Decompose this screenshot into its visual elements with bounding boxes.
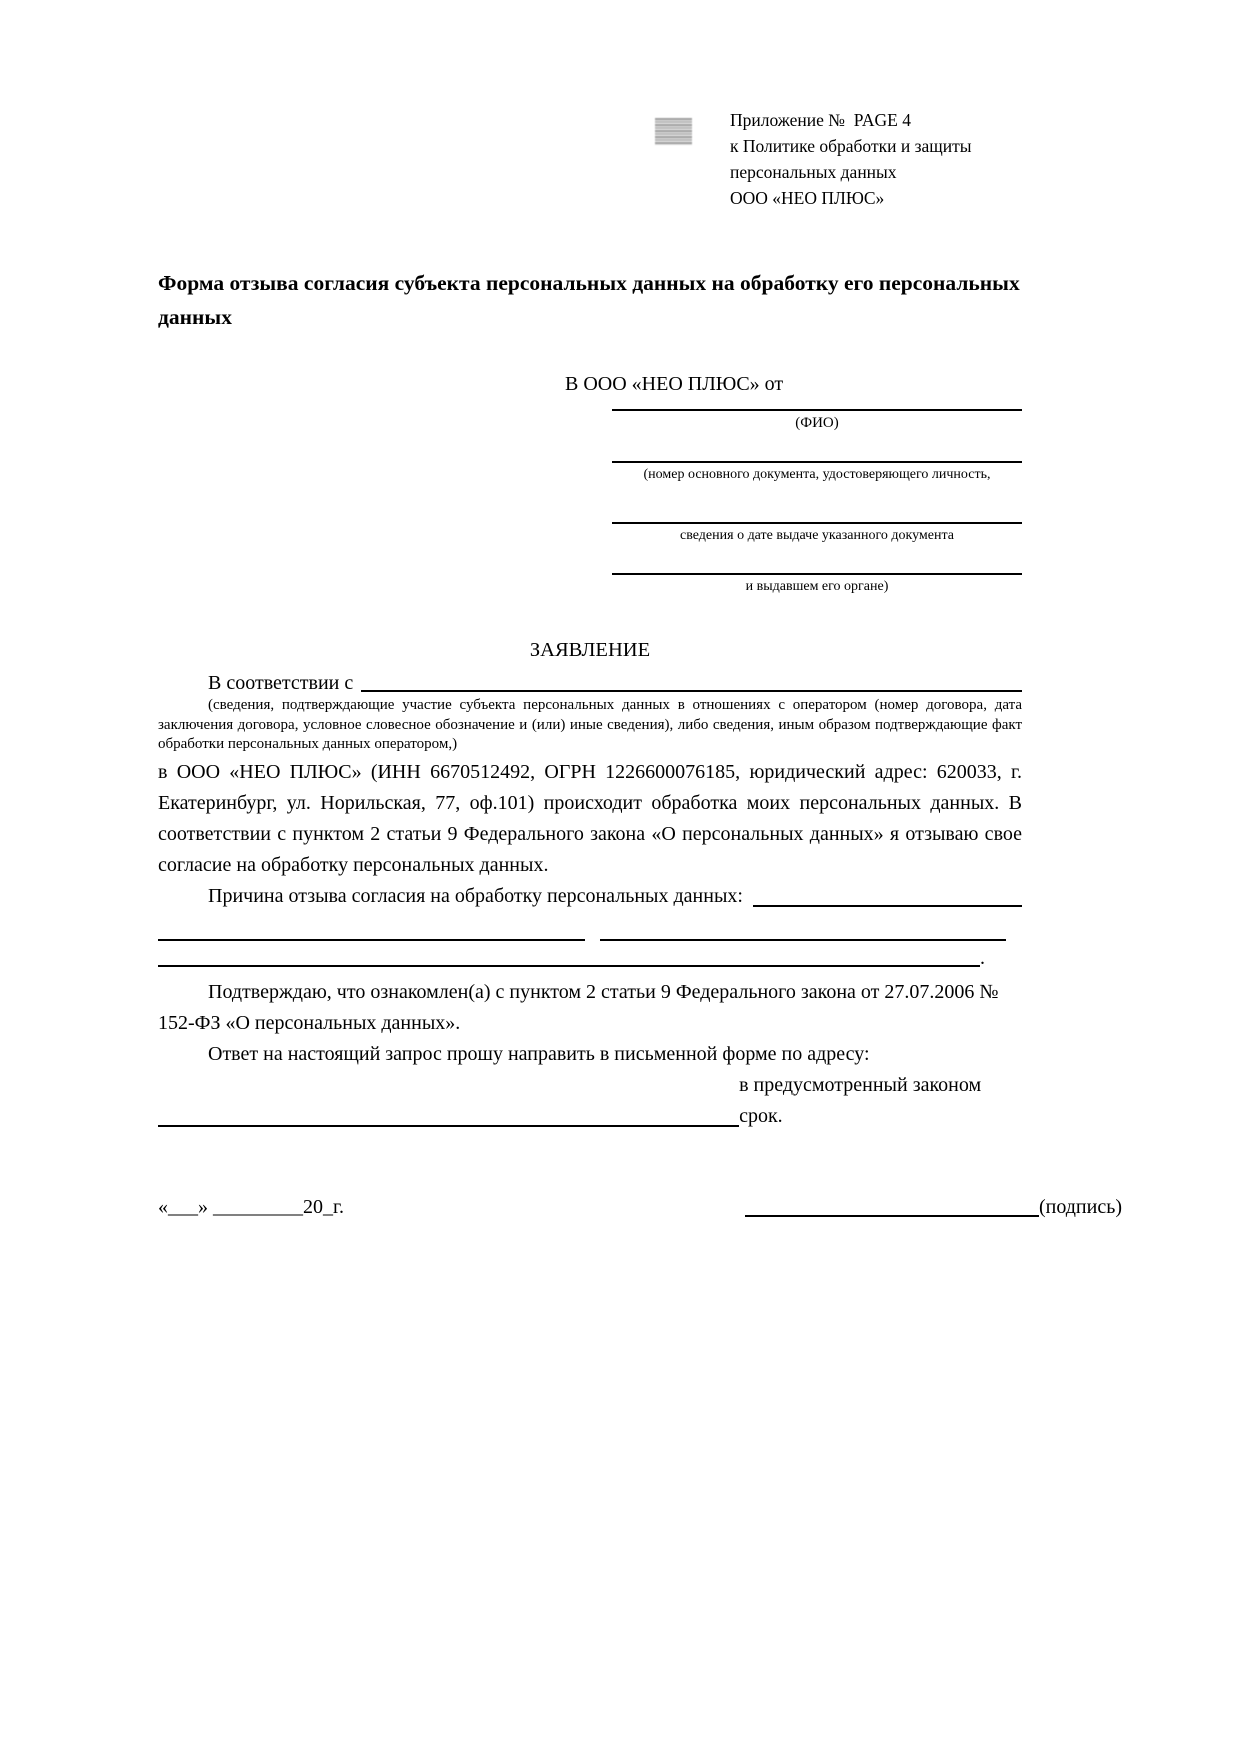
addressee-to-line: В ООО «НЕО ПЛЮС» от bbox=[565, 373, 784, 395]
appendix-line-3: персональных данных bbox=[730, 162, 897, 182]
signature-caption: (подпись) bbox=[1038, 1195, 1122, 1218]
address-fill-in-line bbox=[158, 1125, 739, 1127]
accordance-label: В соответствии с bbox=[208, 672, 354, 694]
issue-date-caption: сведения о дате выдаче указанного документа bbox=[680, 528, 954, 543]
document-number-caption: (номер основного документа, удостоверяющего личность, bbox=[643, 467, 991, 482]
date-line: «___» _________20_г. bbox=[158, 1195, 344, 1218]
fill-in-line bbox=[158, 965, 980, 967]
reason-label: Причина отзыва согласия на обработку персональных данных: bbox=[208, 884, 743, 907]
embedded-field-artifact bbox=[655, 118, 692, 145]
document-title: Форма отзыва согласия субъекта персональных данных на обработку его персональных данных bbox=[158, 271, 1020, 329]
date-signature-row bbox=[158, 1192, 1122, 1222]
issuing-authority-caption: и выдавшем его органе) bbox=[745, 579, 889, 594]
statement-heading: ЗАЯВЛЕНИЕ bbox=[529, 639, 651, 661]
signature-fill-in-line bbox=[745, 1215, 1039, 1217]
document-number-fill-in-line bbox=[612, 436, 1022, 463]
reason-fill-in-line bbox=[753, 905, 1022, 907]
blank-line-period: . bbox=[980, 946, 985, 969]
issuing-authority-fill-in-line bbox=[612, 548, 1022, 575]
appendix-line-1: Приложение № PAGE 4 bbox=[730, 110, 911, 130]
signature-block bbox=[745, 1192, 1122, 1222]
accordance-fill-in-line bbox=[361, 690, 1022, 692]
appendix-header bbox=[730, 107, 1022, 211]
main-paragraph: в ООО «НЕО ПЛЮС» (ИНН 6670512492, ОГРН 1226600076185, юридический адрес: 620033, г. Екатеринбург, ул. Норильская, 77, оф.101) происходит обработка моих персональных данных. В соответствии с пунктом 2 статьи 9 Федерального закона «О персональных данных» я отзываю свое согласие на обработку персональных данных. bbox=[158, 760, 1022, 876]
confirmation-paragraph: Подтверждаю, что ознакомлен(а) с пунктом 2 статьи 9 Федерального закона от 27.07.2006 № 152-ФЗ «О персональных данных». bbox=[158, 980, 999, 1034]
reason-blank-line-1 bbox=[158, 912, 1022, 941]
addressee-fields bbox=[612, 396, 1022, 599]
response-request-line: Ответ на настоящий запрос прошу направить в письменной форме по адресу: bbox=[208, 1042, 870, 1065]
fio-fill-in-line bbox=[612, 396, 1022, 411]
reason-line bbox=[158, 881, 1022, 912]
response-address-line bbox=[158, 1070, 1022, 1132]
fill-in-line bbox=[158, 912, 585, 941]
appendix-line-2: к Политике обработки и защиты bbox=[730, 136, 972, 156]
issue-date-fill-in-line bbox=[612, 487, 1022, 524]
response-term-text: в предусмотренный законом срок. bbox=[739, 1073, 982, 1127]
reason-blank-line-2 bbox=[158, 941, 1022, 971]
fio-caption: (ФИО) bbox=[795, 415, 839, 431]
fine-print-note: (сведения, подтверждающие участие субъекта персональных данных в отношениях с оператором (номер договора, дата заключения договора, условное словесное обозначение и (или) иные сведения), либо сведения, иным образом подтверждающие факт обработки персональных данных оператором,) bbox=[158, 697, 1022, 752]
fill-in-line bbox=[600, 912, 1006, 941]
accordance-line bbox=[158, 670, 1022, 696]
appendix-line-4: ООО «НЕО ПЛЮС» bbox=[730, 188, 885, 208]
